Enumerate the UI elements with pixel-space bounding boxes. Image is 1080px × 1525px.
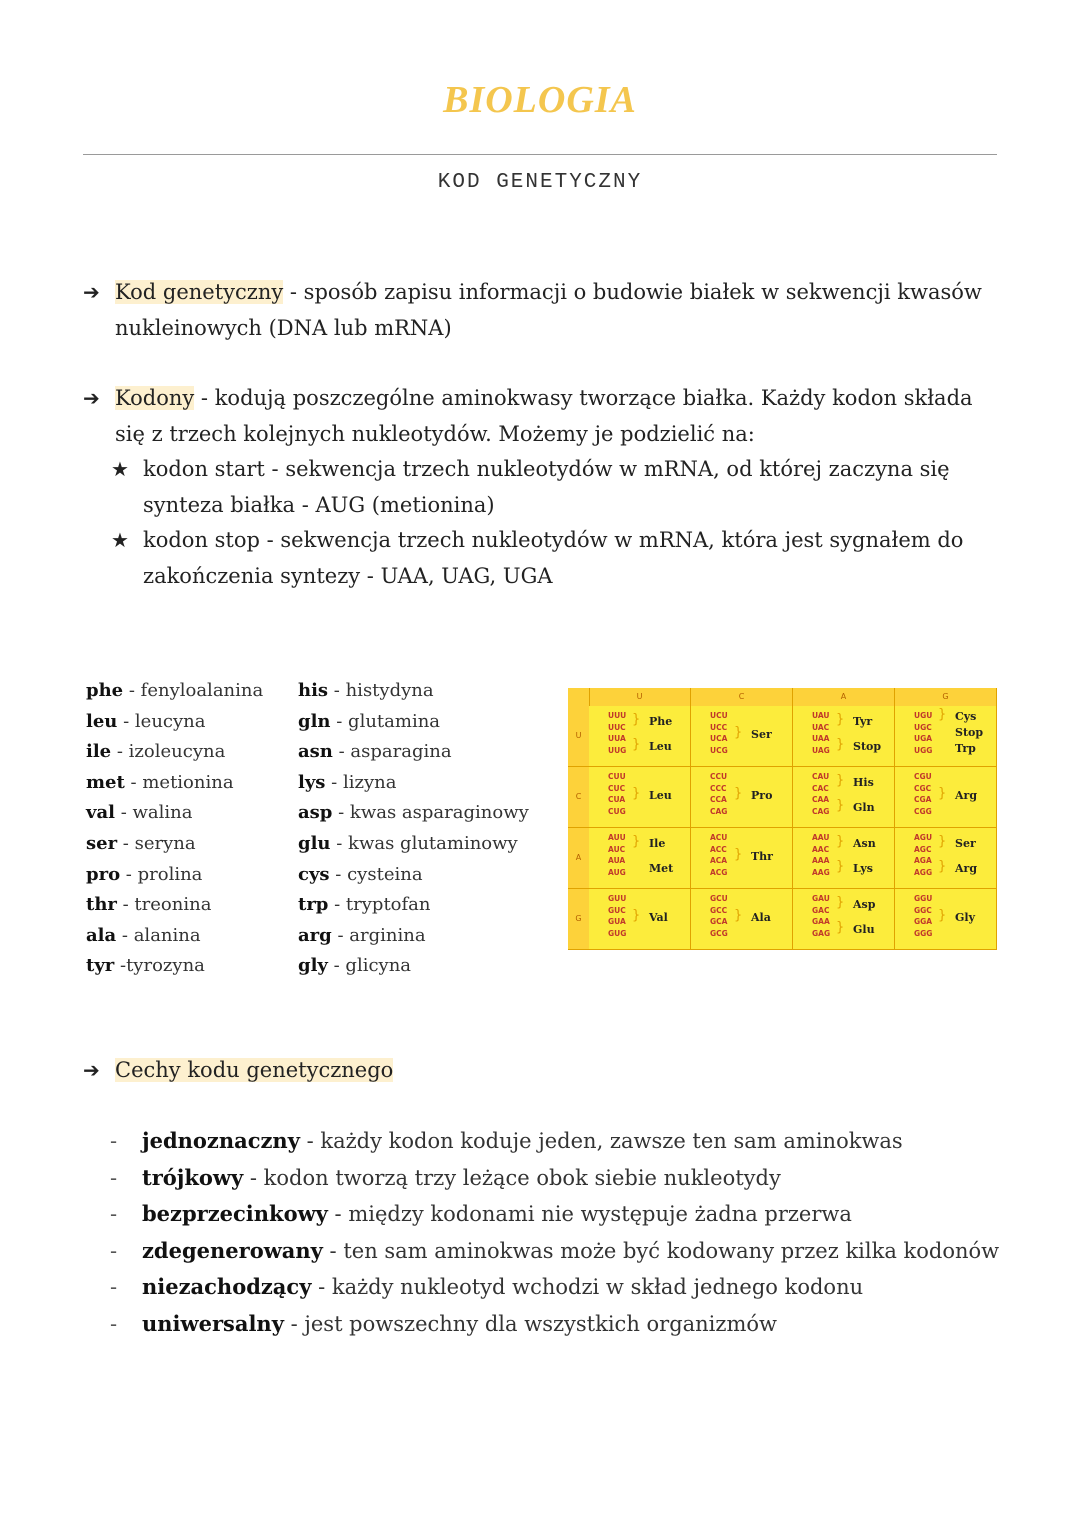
abbreviation-row bbox=[298, 829, 529, 860]
kodon-stop-text: kodon stop - sekwencja trzech nukleotydów w mRNA, która jest sygnałem do zakończenia syntezy - UAA, UAG, UGA bbox=[143, 528, 964, 588]
codon-cell bbox=[895, 828, 997, 889]
abbreviation-code: arg bbox=[298, 924, 332, 946]
bullet-kod-genetyczny bbox=[83, 275, 1003, 346]
sub-item-kodon-start bbox=[111, 452, 1003, 523]
abbreviation-code: phe bbox=[86, 680, 124, 701]
codon-list bbox=[608, 710, 626, 756]
amino-acid-label: Cys bbox=[955, 710, 977, 723]
codon-list bbox=[710, 771, 727, 817]
abbreviation-code: ser bbox=[86, 832, 118, 854]
codon-cell bbox=[793, 767, 895, 828]
codon: CAC bbox=[812, 783, 829, 793]
amino-acid-label: Val bbox=[649, 911, 668, 924]
title-divider bbox=[83, 154, 997, 155]
codon-cell bbox=[691, 767, 793, 828]
codon: AUA bbox=[608, 856, 626, 865]
abbreviation-name: asparagina bbox=[350, 741, 452, 763]
brace-icon: } bbox=[938, 834, 947, 849]
codon-cell bbox=[589, 706, 691, 767]
amino-acid-label: Leu bbox=[649, 789, 672, 802]
abbreviation-separator: - bbox=[114, 802, 133, 824]
feature-term: zdegenerowany bbox=[142, 1237, 323, 1263]
abbreviation-row bbox=[86, 676, 263, 707]
sub-item-kodon-stop bbox=[111, 523, 1003, 594]
arrow-icon: ➔ bbox=[83, 280, 100, 304]
page-title: BIOLOGIA bbox=[443, 79, 637, 121]
abbreviation-code: tyr bbox=[86, 955, 115, 977]
amino-acid-label: Arg bbox=[955, 789, 978, 802]
brace-icon: } bbox=[836, 737, 845, 752]
brace-icon: } bbox=[734, 847, 743, 862]
star-icon: ★ bbox=[111, 457, 129, 481]
brace-icon: } bbox=[938, 707, 947, 722]
brace-icon: } bbox=[632, 834, 641, 849]
codon: AUC bbox=[608, 844, 626, 854]
abbreviation-separator: - bbox=[117, 832, 135, 854]
codon-column-header: U bbox=[589, 688, 691, 706]
abbreviation-row bbox=[298, 921, 529, 952]
abbreviation-code: gln bbox=[298, 710, 331, 732]
abbreviation-name: izoleucyna bbox=[128, 741, 226, 763]
amino-acid-label: Met bbox=[649, 862, 674, 875]
amino-acid-label: Pro bbox=[751, 789, 773, 802]
codon-table-image bbox=[568, 688, 996, 950]
feature-term: trójkowy bbox=[142, 1164, 244, 1190]
codon-cell bbox=[691, 706, 793, 767]
feature-description: - jest powszechny dla wszystkich organizmów bbox=[283, 1311, 777, 1336]
abbreviation-name: seryna bbox=[134, 832, 196, 854]
brace-icon: } bbox=[938, 859, 947, 874]
bullet-cechy bbox=[83, 1053, 1003, 1089]
feature-term: niezachodzący bbox=[142, 1274, 312, 1300]
codon: CAU bbox=[812, 772, 830, 781]
codon: GCU bbox=[710, 894, 728, 903]
abbreviation-separator: - bbox=[330, 832, 349, 854]
codon-cell bbox=[589, 767, 691, 828]
codon-list bbox=[914, 771, 932, 817]
abbreviation-name: glutamina bbox=[348, 710, 441, 732]
codon: GAA bbox=[812, 917, 830, 926]
abbreviation-name: metionina bbox=[142, 771, 234, 793]
codon: CUU bbox=[608, 772, 626, 781]
codon-list bbox=[710, 832, 727, 878]
abbreviation-separator: - bbox=[329, 863, 348, 885]
amino-abbreviations-col-1 bbox=[86, 676, 263, 982]
codon: AUU bbox=[608, 833, 626, 842]
feature-description: - każdy nukleotyd wchodzi w skład jednego kodonu bbox=[311, 1275, 864, 1300]
codon: UAG bbox=[812, 745, 830, 755]
abbreviation-separator: - bbox=[116, 924, 134, 946]
codon-cell bbox=[691, 889, 793, 950]
codon-table-corner bbox=[568, 688, 590, 706]
abbreviation-name: prolina bbox=[137, 863, 203, 885]
amino-acid-label: Asn bbox=[853, 837, 876, 850]
codon: AGU bbox=[914, 833, 933, 842]
codon: GGC bbox=[914, 905, 932, 915]
codon: AGA bbox=[914, 856, 932, 865]
abbreviation-separator: - bbox=[123, 680, 141, 701]
codon: GGU bbox=[914, 894, 933, 903]
page-subtitle: KOD GENETYCZNY bbox=[437, 171, 643, 194]
codon: ACC bbox=[710, 844, 727, 854]
codon: GUC bbox=[608, 905, 626, 915]
codon-column-header: C bbox=[691, 688, 793, 706]
codon-list bbox=[710, 893, 728, 939]
abbreviation-name: alanina bbox=[133, 924, 201, 946]
abbreviation-code: ile bbox=[86, 741, 112, 763]
abbreviation-name: leucyna bbox=[134, 710, 206, 732]
dash-marker: - bbox=[110, 1311, 118, 1336]
abbreviation-separator: - bbox=[328, 894, 346, 916]
abbreviation-row bbox=[86, 921, 263, 952]
brace-icon: } bbox=[836, 834, 845, 849]
codon-column-header: A bbox=[793, 688, 895, 706]
abbreviation-row bbox=[86, 951, 263, 982]
amino-acid-label: Asp bbox=[853, 898, 876, 911]
codon: AAU bbox=[812, 833, 830, 842]
abbreviation-code: pro bbox=[86, 863, 121, 885]
codon: UGG bbox=[914, 745, 933, 755]
feature-item bbox=[110, 1160, 999, 1197]
abbreviation-code: thr bbox=[86, 894, 117, 916]
codon: GUG bbox=[608, 928, 627, 938]
abbreviation-row bbox=[298, 798, 529, 829]
abbreviation-code: gly bbox=[298, 955, 328, 977]
codon: ACG bbox=[710, 867, 728, 877]
codon: AGG bbox=[914, 867, 933, 877]
abbreviation-separator: - bbox=[117, 710, 135, 732]
codon: AAA bbox=[812, 856, 830, 865]
feature-term: bezprzecinkowy bbox=[142, 1201, 328, 1227]
codon: ACA bbox=[710, 856, 728, 865]
abbreviation-row bbox=[86, 798, 263, 829]
brace-icon: } bbox=[836, 920, 845, 935]
abbreviation-code: met bbox=[86, 771, 125, 793]
codon-cell bbox=[589, 889, 691, 950]
codon: UUA bbox=[608, 734, 626, 743]
abbreviation-row bbox=[86, 737, 263, 768]
dash-marker: - bbox=[110, 1238, 118, 1263]
codon-list bbox=[812, 893, 830, 939]
abbreviation-name: walina bbox=[132, 802, 193, 824]
amino-acid-label: Stop bbox=[955, 726, 984, 739]
codon: UUG bbox=[608, 745, 627, 755]
codon: CAG bbox=[710, 806, 728, 816]
kodon-start-text: kodon start - sekwencja trzech nukleotydów w mRNA, od której zaczyna się synteza białka - AUG (metionina) bbox=[143, 457, 950, 517]
codon-list bbox=[914, 710, 932, 756]
codon: ACU bbox=[710, 833, 728, 842]
codon: CGG bbox=[914, 806, 932, 816]
codon-list bbox=[710, 710, 728, 756]
features-list bbox=[110, 1123, 999, 1343]
desc-kodony: - kodują poszczególne aminokwasy tworzące białka. Każdy kodon składa się z trzech kolejnych nukleotydów. Możemy je podzielić na: bbox=[115, 386, 973, 446]
abbreviation-code: leu bbox=[86, 710, 118, 732]
abbreviation-row bbox=[298, 737, 529, 768]
abbreviation-row bbox=[298, 768, 529, 799]
brace-icon: } bbox=[836, 712, 845, 727]
codon: GCC bbox=[710, 905, 728, 915]
codon: UUU bbox=[608, 711, 627, 720]
abbreviation-name: fenyloalanina bbox=[140, 680, 264, 701]
codon: UAC bbox=[812, 722, 830, 732]
abbreviation-separator: - bbox=[331, 924, 350, 946]
abbreviation-separator: - bbox=[330, 710, 349, 732]
abbreviation-code: val bbox=[86, 802, 115, 824]
abbreviation-name: kwas glutaminowy bbox=[348, 832, 518, 854]
brace-icon: } bbox=[836, 773, 845, 788]
codon: CCA bbox=[710, 795, 727, 804]
codon: UCG bbox=[710, 745, 728, 755]
brace-icon: } bbox=[734, 725, 743, 740]
codon: UGA bbox=[914, 734, 933, 743]
amino-acid-label: Ser bbox=[751, 728, 772, 741]
amino-acid-label: Leu bbox=[649, 740, 672, 753]
abbreviation-separator: - bbox=[327, 955, 346, 977]
codon: CAA bbox=[812, 795, 830, 804]
abbreviation-separator: - bbox=[124, 771, 143, 793]
codon-list bbox=[914, 832, 932, 878]
codon: UCA bbox=[710, 734, 728, 743]
abbreviation-code: ala bbox=[86, 924, 117, 946]
amino-acid-label: Gly bbox=[955, 911, 975, 924]
codon-cell bbox=[895, 889, 997, 950]
feature-term: uniwersalny bbox=[142, 1310, 284, 1336]
amino-acid-label: Arg bbox=[955, 862, 978, 875]
amino-acid-label: Ser bbox=[955, 837, 976, 850]
abbreviation-separator: - bbox=[328, 680, 346, 701]
abbreviation-code: lys bbox=[298, 771, 326, 793]
codon: CGU bbox=[914, 772, 932, 781]
arrow-icon: ➔ bbox=[83, 1058, 100, 1082]
codon: AUG bbox=[608, 867, 626, 877]
codon-cell bbox=[793, 889, 895, 950]
codon: GGA bbox=[914, 917, 933, 926]
amino-acid-label: Ile bbox=[649, 837, 666, 850]
brace-icon: } bbox=[734, 786, 743, 801]
codon: UGU bbox=[914, 711, 933, 720]
amino-acid-label: Tyr bbox=[853, 715, 873, 728]
abbreviation-row bbox=[298, 707, 529, 738]
brace-icon: } bbox=[938, 908, 947, 923]
codon-cell bbox=[691, 828, 793, 889]
codon-list bbox=[608, 771, 626, 817]
codon: GCG bbox=[710, 928, 728, 938]
codon: GAC bbox=[812, 905, 830, 915]
abbreviation-name: treonina bbox=[134, 894, 212, 916]
arrow-icon: ➔ bbox=[83, 386, 100, 410]
brace-icon: } bbox=[632, 712, 641, 727]
star-icon: ★ bbox=[111, 528, 129, 552]
feature-description: - ten sam aminokwas może być kodowany przez kilka kodonów bbox=[322, 1238, 1000, 1263]
codon: UGC bbox=[914, 722, 932, 732]
bullet-kodony bbox=[83, 381, 1003, 594]
codon: CGA bbox=[914, 795, 932, 804]
codon: CCC bbox=[710, 783, 727, 793]
abbreviation-code: asp bbox=[298, 802, 333, 824]
brace-icon: } bbox=[632, 908, 641, 923]
abbreviation-name: tryptofan bbox=[345, 894, 431, 916]
codon: GGG bbox=[914, 928, 933, 938]
term-kod-genetyczny: Kod genetyczny bbox=[115, 280, 284, 304]
brace-icon: } bbox=[938, 786, 947, 801]
codon: AAG bbox=[812, 867, 830, 877]
feature-item bbox=[110, 1196, 999, 1233]
abbreviation-code: glu bbox=[298, 832, 331, 854]
abbreviation-row bbox=[86, 707, 263, 738]
codon-row-header: C bbox=[568, 767, 589, 828]
abbreviation-code: asn bbox=[298, 741, 333, 763]
abbreviation-separator: - bbox=[114, 955, 127, 977]
abbreviation-row bbox=[86, 890, 263, 921]
term-cechy: Cechy kodu genetycznego bbox=[115, 1058, 394, 1082]
amino-acid-label: Gln bbox=[853, 801, 875, 814]
codon: UUC bbox=[608, 722, 626, 732]
abbreviation-row bbox=[298, 676, 529, 707]
codon: CUA bbox=[608, 795, 626, 804]
codon: UAU bbox=[812, 711, 830, 720]
term-kodony: Kodony bbox=[115, 386, 195, 410]
abbreviation-row bbox=[86, 768, 263, 799]
abbreviation-name: lizyna bbox=[342, 771, 397, 793]
codon: CGC bbox=[914, 783, 932, 793]
codon-column-header: G bbox=[895, 688, 997, 706]
feature-item bbox=[110, 1123, 999, 1160]
codon: AGC bbox=[914, 844, 932, 854]
amino-abbreviations-col-2 bbox=[298, 676, 529, 982]
amino-acid-label: Phe bbox=[649, 715, 673, 728]
abbreviation-code: cys bbox=[298, 863, 330, 885]
feature-description: - kodon tworzą trzy leżące obok siebie nukleotydy bbox=[243, 1165, 781, 1190]
abbreviation-row bbox=[86, 829, 263, 860]
abbreviation-row bbox=[298, 890, 529, 921]
amino-acid-label: Lys bbox=[853, 862, 873, 875]
desc-kod-genetyczny: - sposób zapisu informacji o budowie białek w sekwencji kwasów nukleinowych (DNA lub mRNA) bbox=[115, 280, 982, 340]
abbreviation-separator: - bbox=[332, 741, 351, 763]
feature-description: - każdy kodon koduje jeden, zawsze ten sam aminokwas bbox=[299, 1129, 903, 1153]
abbreviation-code: his bbox=[298, 680, 329, 701]
feature-item bbox=[110, 1306, 999, 1343]
brace-icon: } bbox=[836, 895, 845, 910]
abbreviation-separator: - bbox=[332, 802, 350, 824]
brace-icon: } bbox=[734, 908, 743, 923]
codon: UCC bbox=[710, 722, 728, 732]
abbreviation-separator: - bbox=[120, 863, 138, 885]
codon: AAC bbox=[812, 844, 830, 854]
codon-cell bbox=[895, 706, 997, 767]
codon: CAG bbox=[812, 806, 830, 816]
abbreviation-name: tyrozyna bbox=[126, 955, 205, 977]
amino-acid-label: His bbox=[853, 776, 874, 789]
dash-marker: - bbox=[110, 1129, 118, 1153]
brace-icon: } bbox=[836, 859, 845, 874]
codon: UAA bbox=[812, 734, 830, 743]
abbreviation-name: kwas asparaginowy bbox=[349, 802, 529, 824]
abbreviation-name: glicyna bbox=[345, 955, 412, 977]
abbreviation-name: cysteina bbox=[347, 863, 423, 885]
amino-acid-label: Glu bbox=[853, 923, 875, 936]
codon: CCU bbox=[710, 772, 728, 781]
dash-marker: - bbox=[110, 1165, 118, 1190]
abbreviation-name: arginina bbox=[349, 924, 426, 946]
feature-item bbox=[110, 1269, 999, 1306]
abbreviation-separator: - bbox=[111, 741, 129, 763]
abbreviation-name: histydyna bbox=[345, 680, 434, 701]
amino-acid-label: Stop bbox=[853, 740, 882, 753]
codon: CUG bbox=[608, 806, 626, 816]
codon-list bbox=[914, 893, 932, 939]
codon: GCA bbox=[710, 917, 728, 926]
dash-marker: - bbox=[110, 1275, 118, 1300]
codon-list bbox=[812, 771, 829, 817]
abbreviation-row bbox=[298, 951, 529, 982]
codon: CUC bbox=[608, 783, 626, 793]
amino-acid-label: Trp bbox=[955, 742, 976, 755]
feature-description: - między kodonami nie występuje żadna przerwa bbox=[327, 1202, 852, 1227]
codon-list bbox=[608, 832, 626, 878]
codon-row-header: G bbox=[568, 889, 589, 950]
codon: GAG bbox=[812, 928, 831, 938]
brace-icon: } bbox=[632, 737, 641, 752]
abbreviation-separator: - bbox=[116, 894, 135, 916]
abbreviation-row bbox=[298, 860, 529, 891]
codon-row-header: U bbox=[568, 706, 589, 767]
codon: GAU bbox=[812, 894, 830, 903]
abbreviation-code: trp bbox=[298, 894, 329, 916]
abbreviation-separator: - bbox=[325, 771, 343, 793]
brace-icon: } bbox=[836, 798, 845, 813]
codon: GUA bbox=[608, 917, 626, 926]
codon-cell bbox=[793, 828, 895, 889]
feature-term: jednoznaczny bbox=[142, 1128, 300, 1153]
amino-acid-label: Thr bbox=[751, 850, 773, 863]
codon: UCU bbox=[710, 711, 728, 720]
codon-cell bbox=[589, 828, 691, 889]
codon-list bbox=[812, 832, 830, 878]
abbreviation-row bbox=[86, 860, 263, 891]
codon-list bbox=[608, 893, 626, 939]
codon-list bbox=[812, 710, 830, 756]
feature-item bbox=[110, 1233, 999, 1270]
codon-cell bbox=[793, 706, 895, 767]
codon-row-header: A bbox=[568, 828, 589, 889]
brace-icon: } bbox=[632, 786, 641, 801]
dash-marker: - bbox=[110, 1202, 118, 1227]
amino-acid-label: Ala bbox=[751, 911, 771, 924]
codon: GUU bbox=[608, 894, 627, 903]
codon-cell bbox=[895, 767, 997, 828]
